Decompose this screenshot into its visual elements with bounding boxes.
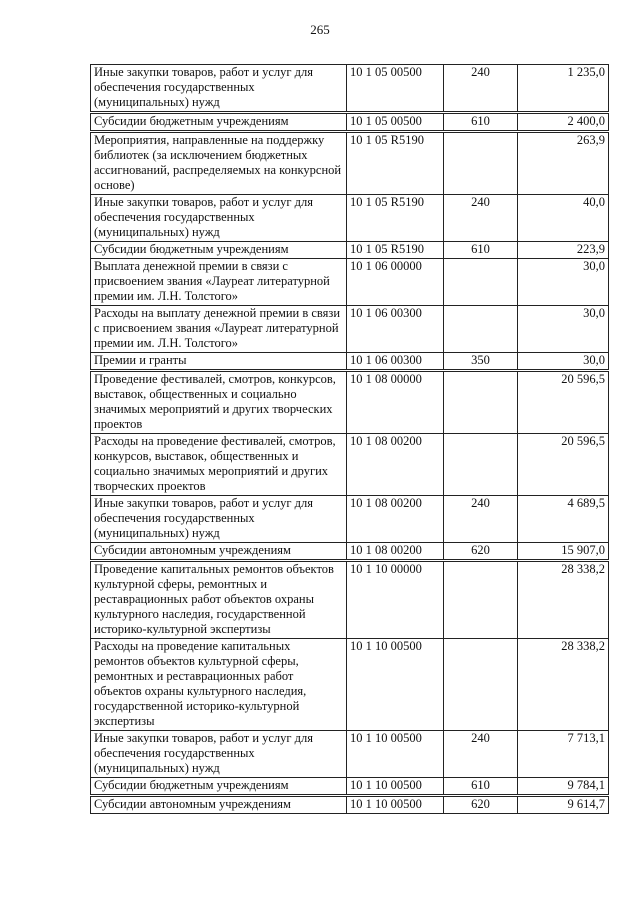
expense-type-code: [444, 639, 518, 731]
table-row: [91, 731, 609, 778]
expense-name: Иные закупки товаров, работ и услуг для обеспечения государственных (муниципальных) нужд: [91, 496, 347, 543]
target-article-code: 10 1 10 00500: [347, 796, 444, 814]
table-row: [91, 113, 609, 132]
target-article-code: 10 1 05 00500: [347, 65, 444, 113]
expense-name: Проведение фестивалей, смотров, конкурсов, выставок, общественных и социально значимых мероприятий и других творческих проектов: [91, 371, 347, 434]
amount: 20 596,5: [518, 371, 609, 434]
expense-name: Субсидии бюджетным учреждениям: [91, 113, 347, 132]
expense-type-code: [444, 434, 518, 496]
table-row: [91, 561, 609, 639]
expense-type-code: 350: [444, 353, 518, 371]
table-row: [91, 353, 609, 371]
table-row: [91, 543, 609, 561]
expense-type-code: [444, 561, 518, 639]
amount: 9 784,1: [518, 778, 609, 796]
amount: 30,0: [518, 353, 609, 371]
expense-name: Расходы на выплату денежной премии в связи с присвоением звания «Лауреат литературной премии им. Л.Н. Толстого»: [91, 306, 347, 353]
expense-type-code: [444, 259, 518, 306]
table-row: [91, 132, 609, 195]
expense-type-code: 610: [444, 242, 518, 259]
expense-name: Субсидии автономным учреждениям: [91, 543, 347, 561]
target-article-code: 10 1 10 00000: [347, 561, 444, 639]
amount: 15 907,0: [518, 543, 609, 561]
table-row: [91, 65, 609, 113]
amount: 9 614,7: [518, 796, 609, 814]
amount: 223,9: [518, 242, 609, 259]
budget-table-body: [91, 65, 609, 814]
expense-name: Премии и гранты: [91, 353, 347, 371]
expense-name: Выплата денежной премии в связи с присвоением звания «Лауреат литературной премии им. Л.Н. Толстого»: [91, 259, 347, 306]
amount: 30,0: [518, 306, 609, 353]
amount: 7 713,1: [518, 731, 609, 778]
expense-type-code: [444, 132, 518, 195]
budget-table: [90, 64, 609, 814]
page-number: 265: [310, 22, 330, 37]
expense-name: Мероприятия, направленные на поддержку библиотек (за исключением бюджетных ассигнований, распределяемых на конкурсной основе): [91, 132, 347, 195]
table-row: [91, 778, 609, 796]
target-article-code: 10 1 10 00500: [347, 778, 444, 796]
table-row: [91, 259, 609, 306]
target-article-code: 10 1 08 00200: [347, 543, 444, 561]
expense-type-code: 240: [444, 65, 518, 113]
expense-name: Расходы на проведение фестивалей, смотров, конкурсов, выставок, общественных и социально значимых мероприятий и других творческих проектов: [91, 434, 347, 496]
expense-type-code: [444, 371, 518, 434]
expense-type-code: 240: [444, 195, 518, 242]
expense-type-code: 610: [444, 113, 518, 132]
expense-name: Субсидии бюджетным учреждениям: [91, 242, 347, 259]
amount: 2 400,0: [518, 113, 609, 132]
target-article-code: 10 1 08 00000: [347, 371, 444, 434]
amount: 1 235,0: [518, 65, 609, 113]
table-row: [91, 639, 609, 731]
expense-name: Субсидии автономным учреждениям: [91, 796, 347, 814]
table-row: [91, 371, 609, 434]
target-article-code: 10 1 10 00500: [347, 639, 444, 731]
target-article-code: 10 1 05 R5190: [347, 132, 444, 195]
amount: 20 596,5: [518, 434, 609, 496]
table-row: [91, 496, 609, 543]
expense-type-code: 610: [444, 778, 518, 796]
amount: 28 338,2: [518, 639, 609, 731]
table-row: [91, 195, 609, 242]
amount: 4 689,5: [518, 496, 609, 543]
expense-name: Иные закупки товаров, работ и услуг для обеспечения государственных (муниципальных) нужд: [91, 195, 347, 242]
target-article-code: 10 1 05 00500: [347, 113, 444, 132]
amount: 30,0: [518, 259, 609, 306]
table-row: [91, 796, 609, 814]
amount: 28 338,2: [518, 561, 609, 639]
expense-name: Иные закупки товаров, работ и услуг для обеспечения государственных (муниципальных) нужд: [91, 731, 347, 778]
expense-type-code: [444, 306, 518, 353]
amount: 40,0: [518, 195, 609, 242]
target-article-code: 10 1 10 00500: [347, 731, 444, 778]
expense-name: Субсидии бюджетным учреждениям: [91, 778, 347, 796]
expense-name: Иные закупки товаров, работ и услуг для обеспечения государственных (муниципальных) нужд: [91, 65, 347, 113]
expense-type-code: 620: [444, 543, 518, 561]
target-article-code: 10 1 06 00300: [347, 353, 444, 371]
amount: 263,9: [518, 132, 609, 195]
target-article-code: 10 1 06 00300: [347, 306, 444, 353]
target-article-code: 10 1 08 00200: [347, 496, 444, 543]
target-article-code: 10 1 05 R5190: [347, 242, 444, 259]
target-article-code: 10 1 05 R5190: [347, 195, 444, 242]
expense-type-code: 620: [444, 796, 518, 814]
table-row: [91, 434, 609, 496]
expense-name: Проведение капитальных ремонтов объектов культурной сферы, ремонтных и реставрационных работ объектов охраны культурного наследия, государственной историко-культурной экспертизы: [91, 561, 347, 639]
expense-name: Расходы на проведение капитальных ремонтов объектов культурной сферы, ремонтных и реставрационных работ объектов охраны культурного наследия, государственной историко-культурной экспертизы: [91, 639, 347, 731]
table-row: [91, 306, 609, 353]
target-article-code: 10 1 06 00000: [347, 259, 444, 306]
expense-type-code: 240: [444, 496, 518, 543]
table-row: [91, 242, 609, 259]
target-article-code: 10 1 08 00200: [347, 434, 444, 496]
expense-type-code: 240: [444, 731, 518, 778]
